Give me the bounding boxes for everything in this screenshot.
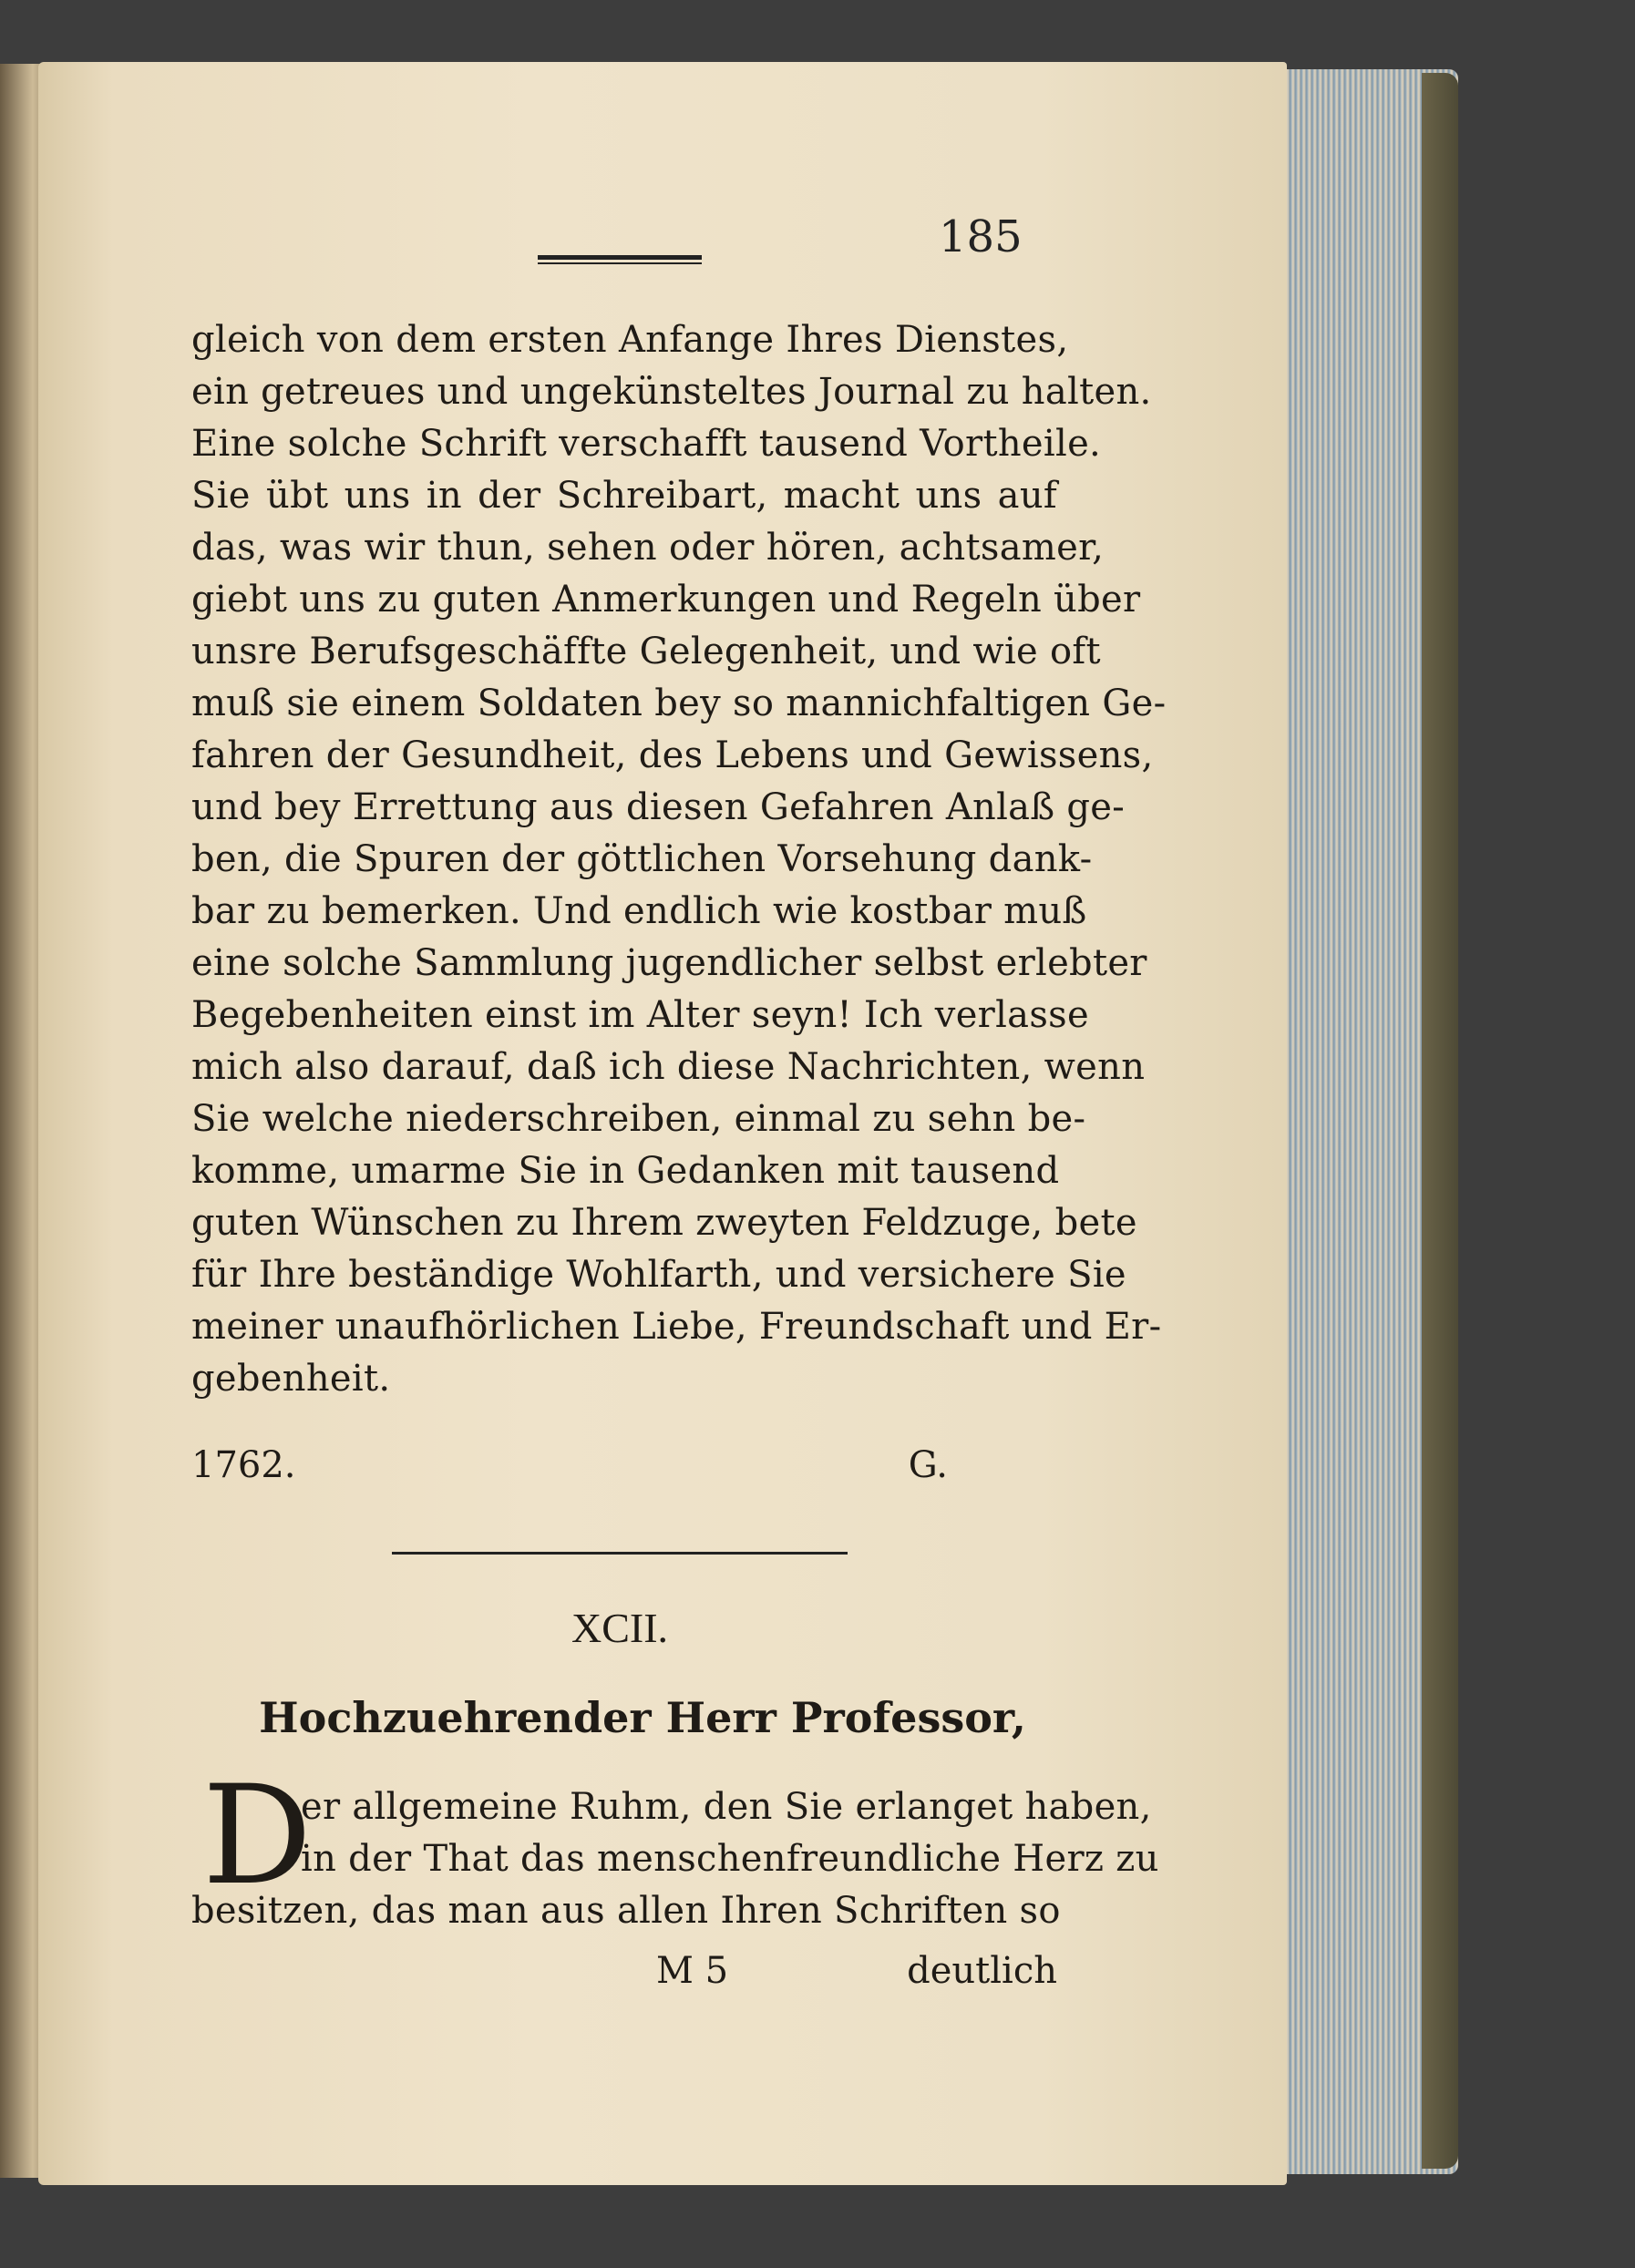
text-line: das, was wir thun, sehen oder hören, achtsamer, — [191, 527, 1105, 569]
text-line: ben, die Spuren der göttlichen Vorsehung dank- — [191, 838, 1093, 880]
salutation: Hochzuehrender Herr Professor, — [259, 1693, 1026, 1742]
text-line: muß sie einem Soldaten bey so mannichfaltigen Ge- — [191, 682, 1167, 724]
text-line: bar zu bemerken. Und endlich wie kostbar muß — [191, 890, 1087, 932]
drop-cap: D — [202, 1757, 313, 1915]
text-line: Sie übt uns in der Schreibart, macht uns auf — [191, 475, 1057, 517]
text-line: gleich von dem ersten Anfange Ihres Dienstes, — [191, 319, 1069, 361]
text-line: in der That das menschenfreundliche Herz zu — [301, 1838, 1159, 1880]
page-footer — [191, 1950, 1057, 2002]
text-line: für Ihre beständige Wohlfarth, und versichere Sie — [191, 1254, 1126, 1296]
text-line: gebenheit. — [191, 1358, 391, 1400]
text-line: meiner unaufhörlichen Liebe, Freundschaft und Er- — [191, 1306, 1162, 1348]
text-line: eine solche Sammlung jugendlicher selbst erlebter — [191, 942, 1147, 984]
section-number: XCII. — [571, 1605, 669, 1651]
text-line: komme, umarme Sie in Gedanken mit tausend — [191, 1150, 1060, 1192]
signature-mark: M 5 — [656, 1950, 729, 1992]
text-line: mich also darauf, daß ich diese Nachrichten, wenn — [191, 1046, 1146, 1088]
body-text — [191, 314, 1167, 1405]
page-number: 185 — [939, 211, 1023, 262]
text-line: besitzen, das man aus allen Ihren Schriften so — [191, 1890, 1061, 1932]
text-line: Begebenheiten einst im Alter seyn! Ich verlasse — [191, 994, 1089, 1036]
closing-initial: G. — [908, 1444, 948, 1486]
text-line: Eine solche Schrift verschafft tausend Vortheile. — [191, 423, 1102, 465]
text-line: guten Wünschen zu Ihrem zweyten Feldzuge, bete — [191, 1202, 1137, 1244]
text-line: ein getreues und ungekünsteltes Journal zu halten. — [191, 371, 1152, 413]
closing-year: 1762. — [191, 1444, 296, 1486]
text-line: er allgemeine Ruhm, den Sie erlanget haben, — [301, 1786, 1152, 1828]
letter-closing — [191, 1444, 948, 1486]
text-line: unsre Berufsgeschäffte Gelegenheit, und wie oft — [191, 631, 1101, 672]
text-line: Sie welche niederschreiben, einmal zu sehn be- — [191, 1098, 1086, 1140]
text-line: und bey Errettung aus diesen Gefahren Anlaß ge- — [191, 786, 1126, 828]
section-rule — [392, 1552, 848, 1555]
text-line: giebt uns zu guten Anmerkungen und Regeln über — [191, 579, 1141, 621]
header-rule — [538, 255, 702, 264]
text-line: fahren der Gesundheit, des Lebens und Gewissens, — [191, 734, 1154, 776]
letter-body — [191, 1781, 1159, 1937]
catchword: deutlich — [907, 1950, 1057, 1992]
